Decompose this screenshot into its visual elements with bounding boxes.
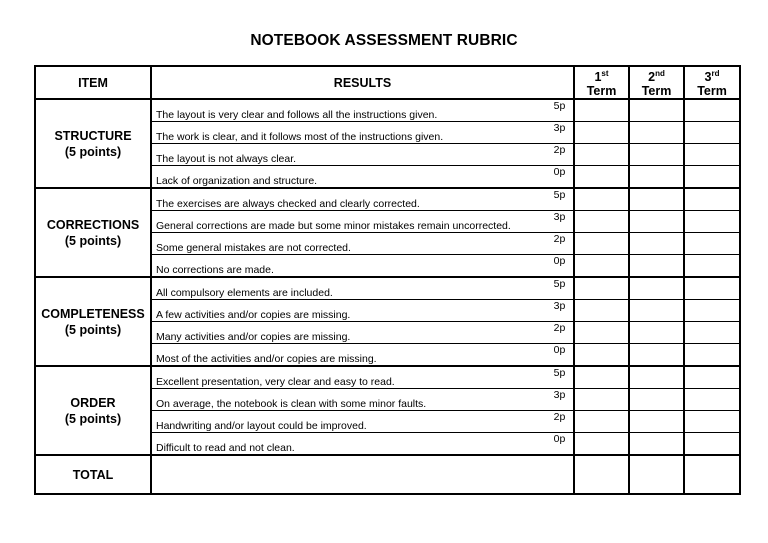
item-points: (5 points) (64, 233, 122, 248)
criterion-text: Most of the activities and/or copies are missing. (151, 344, 546, 367)
term-2-cell[interactable] (629, 389, 684, 411)
criterion-text: Some general mistakes are not corrected. (151, 233, 546, 255)
term-3-cell[interactable] (684, 99, 740, 122)
criterion-score: 3p (546, 122, 574, 144)
term-3-cell[interactable] (684, 344, 740, 367)
criterion-score: 0p (546, 255, 574, 278)
term-number: 1 (594, 70, 602, 85)
term-1-header (574, 66, 629, 99)
term-1-cell[interactable] (574, 300, 629, 322)
term-word: Term (641, 83, 672, 98)
term-2-cell[interactable] (629, 411, 684, 433)
item-points: (5 points) (64, 144, 122, 159)
term-2-cell[interactable] (629, 433, 684, 456)
rubric-row (35, 277, 740, 300)
term-number: 2 (648, 70, 656, 85)
term-word: Term (586, 83, 617, 98)
term-3-cell[interactable] (684, 122, 740, 144)
header-row (35, 66, 740, 99)
criterion-text: Excellent presentation, very clear and easy to read. (151, 366, 546, 389)
total-term-3-cell[interactable] (684, 455, 740, 494)
term-1-cell[interactable] (574, 322, 629, 344)
term-suffix: st (601, 69, 609, 79)
term-3-header (684, 66, 740, 99)
total-row (35, 455, 740, 494)
criterion-text: The exercises are always checked and clearly corrected. (151, 188, 546, 211)
item-cell (35, 366, 151, 455)
total-results-cell (151, 455, 574, 494)
term-2-cell[interactable] (629, 322, 684, 344)
term-1-cell[interactable] (574, 389, 629, 411)
criterion-text: Many activities and/or copies are missing. (151, 322, 546, 344)
term-2-cell[interactable] (629, 211, 684, 233)
criterion-score: 5p (546, 366, 574, 389)
criterion-text: Handwriting and/or layout could be improved. (151, 411, 546, 433)
term-3-cell[interactable] (684, 233, 740, 255)
criterion-text: The layout is very clear and follows all the instructions given. (151, 99, 546, 122)
criterion-score: 0p (546, 166, 574, 189)
term-suffix: nd (655, 69, 665, 79)
term-1-cell[interactable] (574, 211, 629, 233)
criterion-text: A few activities and/or copies are missing. (151, 300, 546, 322)
term-2-cell[interactable] (629, 188, 684, 211)
item-name: CORRECTIONS (46, 217, 140, 232)
criterion-score: 2p (546, 233, 574, 255)
criterion-text: No corrections are made. (151, 255, 546, 278)
term-3-cell[interactable] (684, 322, 740, 344)
item-cell (35, 188, 151, 277)
term-2-cell[interactable] (629, 144, 684, 166)
term-1-cell[interactable] (574, 411, 629, 433)
term-2-cell[interactable] (629, 300, 684, 322)
term-3-cell[interactable] (684, 433, 740, 456)
criterion-score: 5p (546, 277, 574, 300)
term-1-cell[interactable] (574, 122, 629, 144)
total-term-2-cell[interactable] (629, 455, 684, 494)
term-number: 3 (704, 70, 712, 85)
criterion-text: All compulsory elements are included. (151, 277, 546, 300)
criterion-text: On average, the notebook is clean with some minor faults. (151, 389, 546, 411)
term-3-cell[interactable] (684, 144, 740, 166)
term-3-cell[interactable] (684, 188, 740, 211)
term-2-cell[interactable] (629, 99, 684, 122)
term-2-cell[interactable] (629, 233, 684, 255)
term-1-cell[interactable] (574, 99, 629, 122)
criterion-text: Lack of organization and structure. (151, 166, 546, 189)
criterion-score: 2p (546, 144, 574, 166)
term-2-cell[interactable] (629, 344, 684, 367)
term-2-cell[interactable] (629, 255, 684, 278)
term-1-cell[interactable] (574, 233, 629, 255)
rubric-row (35, 99, 740, 122)
criterion-score: 3p (546, 300, 574, 322)
results-header: RESULTS (151, 66, 574, 99)
rubric-row (35, 366, 740, 389)
item-name: STRUCTURE (54, 128, 132, 143)
term-word: Term (697, 83, 727, 98)
term-3-cell[interactable] (684, 255, 740, 278)
term-2-cell[interactable] (629, 122, 684, 144)
criterion-text: The layout is not always clear. (151, 144, 546, 166)
term-3-cell[interactable] (684, 411, 740, 433)
item-name: ORDER (70, 395, 116, 410)
total-term-1-cell[interactable] (574, 455, 629, 494)
term-3-cell[interactable] (684, 366, 740, 389)
term-1-cell[interactable] (574, 277, 629, 300)
rubric-table (34, 65, 741, 495)
criterion-text: General corrections are made but some minor mistakes remain uncorrected. (151, 211, 546, 233)
term-3-cell[interactable] (684, 166, 740, 189)
criterion-score: 3p (546, 211, 574, 233)
term-1-cell[interactable] (574, 188, 629, 211)
term-1-cell[interactable] (574, 433, 629, 456)
term-1-cell[interactable] (574, 366, 629, 389)
term-3-cell[interactable] (684, 277, 740, 300)
term-3-cell[interactable] (684, 389, 740, 411)
term-1-cell[interactable] (574, 144, 629, 166)
rubric-body (35, 99, 740, 455)
total-label: TOTAL (35, 455, 151, 494)
term-2-cell[interactable] (629, 366, 684, 389)
term-2-header (629, 66, 684, 99)
term-3-cell[interactable] (684, 300, 740, 322)
criterion-score: 2p (546, 411, 574, 433)
item-header: ITEM (35, 66, 151, 99)
criterion-text: The work is clear, and it follows most of the instructions given. (151, 122, 546, 144)
item-cell (35, 99, 151, 188)
item-cell (35, 277, 151, 366)
criterion-score: 2p (546, 322, 574, 344)
criterion-text: Difficult to read and not clean. (151, 433, 546, 456)
term-3-cell[interactable] (684, 211, 740, 233)
criterion-score: 5p (546, 99, 574, 122)
criterion-score: 5p (546, 188, 574, 211)
criterion-score: 0p (546, 344, 574, 367)
term-2-cell[interactable] (629, 277, 684, 300)
term-suffix: rd (711, 69, 720, 79)
item-points: (5 points) (64, 411, 122, 426)
term-1-cell[interactable] (574, 344, 629, 367)
rubric-row (35, 188, 740, 211)
term-1-cell[interactable] (574, 255, 629, 278)
term-1-cell[interactable] (574, 166, 629, 189)
criterion-score: 0p (546, 433, 574, 456)
page-title: NOTEBOOK ASSESSMENT RUBRIC (250, 32, 518, 49)
criterion-score: 3p (546, 389, 574, 411)
item-name: COMPLETENESS (41, 306, 145, 321)
term-2-cell[interactable] (629, 166, 684, 189)
item-points: (5 points) (64, 322, 122, 337)
